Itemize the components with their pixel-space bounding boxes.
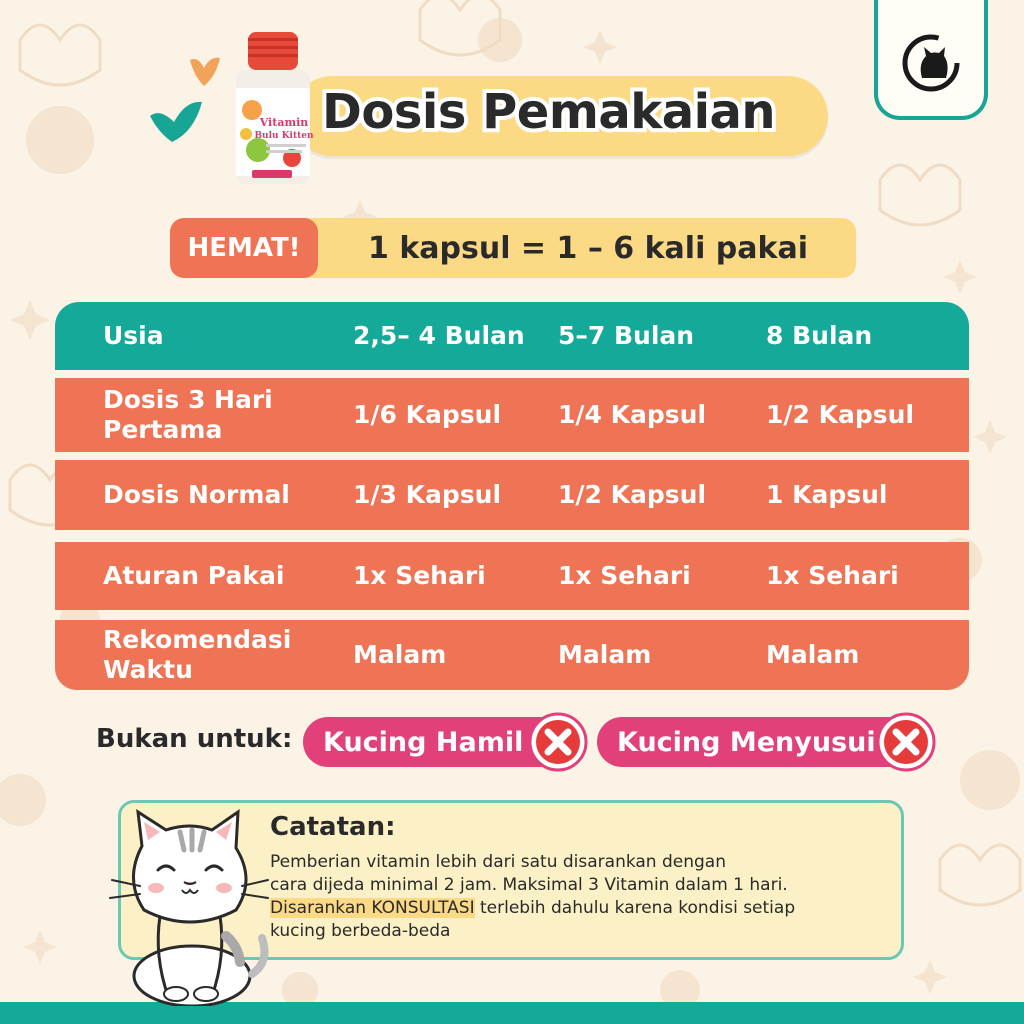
header-cell: 2,5– 4 Bulan <box>353 321 525 350</box>
product-bottle <box>222 30 322 188</box>
brand-logo-tab[interactable] <box>874 0 988 120</box>
not-for-item-label: Kucing Hamil <box>323 726 524 758</box>
row-label-line2: Pertama <box>103 415 223 444</box>
table-cell: 1x Sehari <box>558 561 691 590</box>
table-cell: 1 Kapsul <box>766 480 888 509</box>
table-row <box>55 620 969 690</box>
table-cell: 1x Sehari <box>766 561 899 590</box>
note-line: cara dijeda minimal 2 jam. Maksimal 3 Vitamin dalam 1 hari. <box>270 875 788 895</box>
row-label <box>103 378 353 452</box>
header-cell: 8 Bulan <box>766 321 873 350</box>
table-row <box>55 542 969 610</box>
note-title: Catatan: <box>270 812 396 842</box>
row-label: Aturan Pakai <box>103 561 285 590</box>
row-label <box>103 620 353 690</box>
table-cell: 1/2 Kapsul <box>766 400 915 429</box>
hemat-text: 1 kapsul = 1 – 6 kali pakai <box>368 230 808 266</box>
bottle-label-line1: Vitamin <box>259 116 309 129</box>
note-line: kucing berbeda-beda <box>270 921 451 941</box>
header-cell: 5–7 Bulan <box>558 321 695 350</box>
cat-logo-icon <box>900 32 962 94</box>
header-cell: Usia <box>103 321 164 350</box>
note-line: Pemberian vitamin lebih dari satu disarankan dengan <box>270 852 726 872</box>
hemat-banner <box>170 218 856 278</box>
heart-icon <box>188 54 224 90</box>
x-circle-icon <box>526 710 590 774</box>
not-for-item-label: Kucing Menyusui <box>617 726 876 758</box>
row-label-line2: Waktu <box>103 655 193 684</box>
table-cell: 1/2 Kapsul <box>558 480 707 509</box>
not-for-label: Bukan untuk: <box>96 724 293 754</box>
note-text <box>270 851 890 943</box>
not-for-nursing-badge <box>597 717 917 767</box>
bottle-label-line2: Bulu Kitten <box>254 131 314 141</box>
heart-icon <box>146 96 206 146</box>
hemat-badge: HEMAT! <box>170 218 318 278</box>
table-header-row <box>55 302 969 370</box>
row-label: Dosis Normal <box>103 480 290 509</box>
table-cell: Malam <box>558 640 652 669</box>
table-cell: Malam <box>766 640 860 669</box>
row-label-line1: Rekomendasi <box>103 625 292 654</box>
note-line-rest: terlebih dahulu karena kondisi setiap <box>474 898 796 918</box>
cat-illustration <box>100 806 270 1006</box>
row-label-line1: Dosis 3 Hari <box>103 385 273 414</box>
table-cell: 1/4 Kapsul <box>558 400 707 429</box>
table-row <box>55 460 969 530</box>
table-cell: 1/3 Kapsul <box>353 480 502 509</box>
table-row <box>55 378 969 452</box>
page-title: Dosis Pemakaian <box>322 84 776 140</box>
note-line <box>270 897 890 920</box>
table-cell: 1/6 Kapsul <box>353 400 502 429</box>
note-highlight: Disarankan KONSULTASI <box>270 898 475 918</box>
table-cell: Malam <box>353 640 447 669</box>
x-circle-icon <box>874 710 938 774</box>
table-cell: 1x Sehari <box>353 561 486 590</box>
